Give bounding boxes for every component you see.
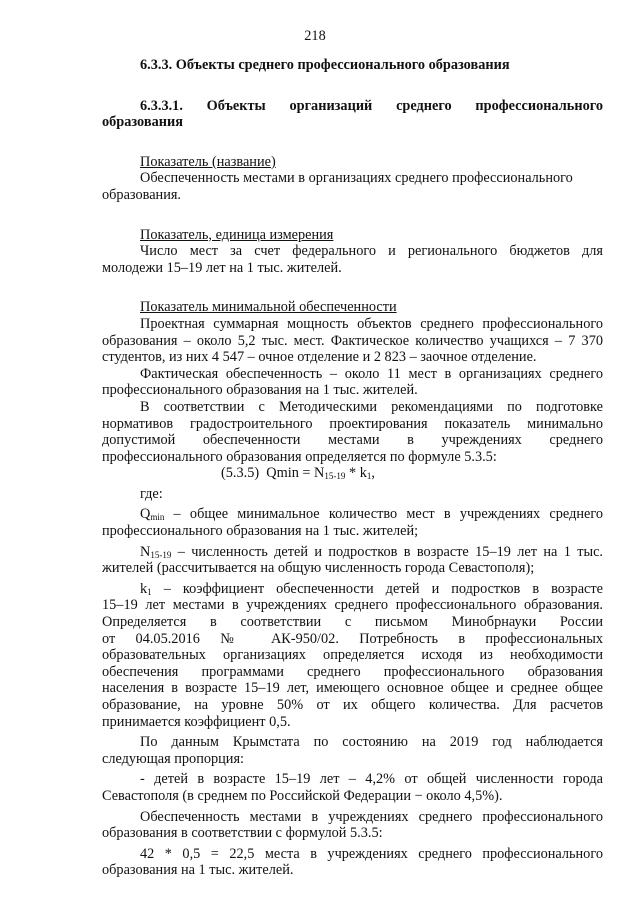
paragraph-line: принимается коэффициент 0,5. [102, 713, 291, 730]
paragraph-line: По данным Крымстата по состоянию на 2019 год наблюдается [140, 734, 603, 751]
indicator-name-line1: Обеспеченность местами в организациях среднего профессионального [140, 170, 573, 187]
symbol-subscript: 15-19 [150, 549, 172, 560]
formula-subscript: 15-19 [324, 471, 346, 482]
paragraph-line: образования – около 5,2 тыс. мест. Фактическое количество учащихся – 7 370 [102, 332, 603, 349]
paragraph-line: профессионального образования определяется по формуле 5.3.5: [102, 448, 497, 465]
paragraph-line: Определяется в соответствии с письмом Минобрнауки России [102, 614, 603, 631]
paragraph-line: Проектная суммарная мощность объектов среднего профессионального [140, 315, 603, 332]
paragraph-line: профессионального образования на 1 тыс. жителей. [102, 382, 418, 399]
bullet-line: Севастополя (в среднем по Российской Федерации − около 4,5%). [102, 787, 503, 804]
calculation-line: образования на 1 тыс. жителей. [102, 862, 294, 879]
calculation-line: 42 * 0,5 = 22,5 места в учреждениях среднего профессионального [140, 845, 603, 862]
definition-qmin-line2: профессионального образования на 1 тыс. жителей; [102, 523, 419, 540]
paragraph-line: нормативов градостроительного проектирования показатель минимально [102, 415, 603, 432]
paragraph-line: Обеспеченность местами в учреждениях среднего профессионального [140, 808, 603, 825]
symbol-subscript: min [150, 512, 165, 523]
page-content [102, 57, 603, 879]
paragraph-line: допустимой обеспеченности местами в учреждениях среднего [102, 432, 603, 449]
paragraph-line: следующая пропорция: [102, 750, 244, 767]
subsection-heading-line1: 6.3.3.1. Объекты организаций среднего профессионального [140, 97, 603, 114]
where-label: где: [140, 485, 163, 502]
definition-text: – коэффициент обеспеченности детей и подростков в возрасте [151, 580, 603, 597]
paragraph-line: образование, на уровне 50% от их общего количества. Для расчетов [102, 697, 603, 713]
indicator-name-line2: образования. [102, 186, 181, 203]
indicator-unit-label: Показатель, единица измерения [140, 226, 334, 243]
formula-lhs: Qmin = N [266, 465, 325, 482]
min-provision-label: Показатель минимальной обеспеченности [140, 299, 397, 316]
definition-qmin-line1 [102, 506, 603, 523]
definition-k1-line1 [102, 581, 603, 598]
paragraph-line: от 04.05.2016 № АК-950/02. Потребность в профессиональных [102, 630, 603, 647]
paragraph-line: 15–19 лет местами в учреждениях среднего профессионального образования. [102, 597, 603, 614]
definition-text: – численность детей и подростков в возрасте 15–19 лет на 1 тыс. [171, 543, 603, 560]
indicator-unit-line2: молодежи 15–19 лет на 1 тыс. жителей. [102, 259, 342, 276]
bullet-line: - детей в возрасте 15–19 лет – 4,2% от общей численности города [140, 771, 603, 788]
definition-text: – общее минимальное количество мест в учреждениях среднего [164, 506, 603, 523]
indicator-unit-line1: Число мест за счет федерального и регионального бюджетов для [140, 243, 603, 260]
formula-rhs: * k [345, 465, 367, 482]
section-heading-6-3-3: 6.3.3. Объекты среднего профессионального образования [140, 57, 510, 73]
paragraph-line: образования в соответствии с формулой 5.3.5: [102, 825, 383, 842]
indicator-name-label: Показатель (название) [140, 153, 276, 170]
symbol: Q [140, 506, 151, 523]
symbol: k [140, 580, 148, 597]
paragraph-line: населения в возрасте 15–19 лет, имеющего основное общее и среднее общее [102, 680, 603, 697]
paragraph-line: обеспечения программами среднего профессионального образования [102, 663, 603, 680]
paragraph-line: В соответствии с Методическими рекомендациями по подготовке [140, 398, 603, 415]
formula-subscript: 1 [366, 471, 372, 482]
formula-tail: , [371, 465, 375, 482]
page-number: 218 [304, 28, 326, 44]
definition-n-line2: жителей (рассчитывается на общую численность города Севастополя); [102, 560, 535, 577]
symbol: N [140, 543, 151, 560]
subsection-heading-line2: образования [102, 114, 183, 131]
paragraph-line: студентов, из них 4 547 – очное отделение и 2 823 – заочное отделение. [102, 349, 537, 366]
paragraph-line: Фактическая обеспеченность – около 11 мест в организациях среднего [140, 365, 603, 382]
formula-label: (5.3.5) [221, 465, 260, 482]
formula-5-3-5 [221, 465, 603, 482]
paragraph-line: образовательных организациях определяется исходя из необходимости [102, 647, 603, 664]
definition-n-line1 [102, 544, 603, 561]
symbol-subscript: 1 [147, 586, 152, 597]
